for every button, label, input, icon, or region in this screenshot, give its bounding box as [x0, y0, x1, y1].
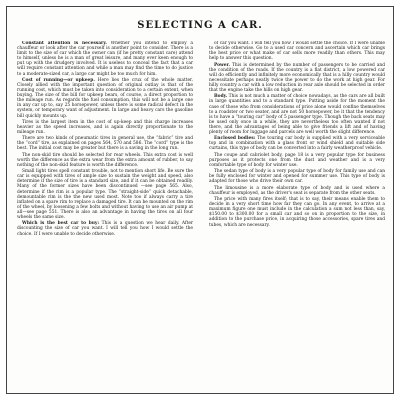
paragraph-heading: Cost of running—or upkeep.	[22, 77, 95, 83]
paragraph-text: Here lies the crux of the whole matter. Closely allied with the important question of original outlay is that of the running cost, which must be taken into consideration to a certain extent, when buying. The size of the bill for upkeep bears, of course, a direct proportion to the mileage run. As regards the fuel consumption, this will not be a large one in any car up to, say 25 horsepower, unless there is some radical defect in the system, or temporary want of adjustment. In large and heavy cars the gasoline bill quickly mounts up.	[17, 77, 193, 119]
paragraph	[209, 153, 385, 168]
paragraph	[209, 186, 385, 196]
paragraph-text: Small light tires spell constant trouble, not to mention short life. Be sure the car is equipped with tires of ample size to sustain the weight and speed, also determine if the size of tire is a standard size, and if it can be obtained readily. Many of the former sizes have been discontinued —see page 565. Also, determine if the rim is a popular type. The “straight-side” quick detachable, demountable rim is the the new used most. Note too if always carry a tire inflated on a spare rim to replace a damaged tire. It can be mounted on the rim of the wheel, by loosening a few bolts and without having to use an air pump at all—see page 551. There is also an advantage in having the tires on all four wheels the same size.	[17, 169, 193, 221]
paragraph	[209, 169, 385, 184]
paragraph	[17, 153, 193, 168]
paragraph	[17, 41, 193, 77]
paragraph-text: Whether you intend to employ a chauffeur or look after the car yourself is another point to consider. There is a limit to the size of car which the owner can (if he pretty constant care) attend to himself, unless he is a man of great leisure, and many ever keen enough to put up with the drudgery involved. It is useless to conceal the fact that a car will require constant attention and while a man may find the time to do justice to a moderate-sized car, a large car might be too much for him.	[17, 41, 193, 77]
paragraph-text: This is determined by the number of passengers to be carried and the condition of the roads. If the country is a flat district, a low powered car will do efficiently and infinitely more economically that is a hilly country would necessitate perhaps neatly twice the power to do the work at high gear. For hilly country a car with a low reduction in rear axle should be selected in order that the engine take the hills on high gear.	[209, 62, 385, 94]
paragraph-heading: Enclosed bodies:	[214, 136, 256, 142]
paragraph-heading: Constant attention is necessary.	[22, 41, 107, 46]
paragraph-heading: Which is the best car to buy:	[22, 221, 100, 227]
paragraph-text: The sedan type of body is a very popular type of body for family use and can be fully enclosed for winter and opened for summer use. This type of body is adapted for those who drive their own car.	[209, 169, 385, 185]
paragraph	[17, 120, 193, 135]
paragraph	[17, 169, 193, 220]
book-page	[6, 6, 394, 394]
paragraph	[17, 136, 193, 151]
paragraph	[209, 63, 385, 94]
paragraph-text: Tires is the largest item in the cost of up-keep and this charge increases heavier as the speed increases, and is again directly proportionate to the mileage run.	[17, 119, 193, 135]
paragraph-text: The non-skid tire should be selected for rear wheels. This extra cost is well worth the difference as the extra wear from the extra amount of rubber, to say nothing of the non-skid feature is worth the difference.	[17, 152, 193, 168]
paragraph-text: The touring car body is supplied with a very serviceable top and in combination with a glass front or wind shield and suitable side curtains, this type of body can be converted into a fairly weatherproof vehicle.	[209, 136, 385, 152]
paragraph-text: The limousine is a more elaborate type of body and is used where a chauffeur is employed, as the driver's seat is separate from the other seats.	[209, 185, 385, 196]
paragraph	[209, 94, 385, 135]
paragraph	[209, 136, 385, 151]
paragraph-heading: Power.	[214, 62, 230, 68]
text-column-right	[209, 41, 385, 381]
paragraph	[17, 221, 193, 236]
page-title: SELECTING A CAR.	[137, 20, 263, 31]
paragraph-heading: Body.	[214, 94, 228, 100]
paragraph	[209, 41, 385, 61]
paragraph	[17, 78, 193, 119]
paragraph	[209, 197, 385, 228]
paragraph-text: of car you want. I will tell you how I would settle the choice. If I were unable to decide otherwise. Go to a used car concern and ascertain which car brings the best price or what make of car sells more readily than others. This may help to answer this question.	[209, 41, 385, 62]
paragraph-text: The coupe and cabriolet body, page 18 is a very popular type for business purposes as it protects one from the dust and weather and is a very comfortable type of body for winter use.	[209, 152, 385, 168]
paragraph-text: There are two kinds of pneumatic tires in general use, the “fabric” tire and the “cord” tire, as explained on pages 564, 570 and 586. The “cord” type is the best. The initial cost may be greater but there is a saving in the long run.	[17, 136, 193, 152]
paragraph-text: This is not much a matter of choice nowadays, as the cars are all built in large quantities and to a standard type. Putting aside for the moment the case of those who from considerations of price alone would confine themselves to a roadster or two seater, and are not 50 horsepower, be it that the tendency is to have a “touring car” body of 5 passenger type. Though the back seats may be used only once in a while, they are nevertheless too often wanted if not there, and the advantages of being able to give friends a lift and of having plenty of room for luggage and parcels are well worth the slight difference.	[209, 94, 385, 135]
text-column-left	[17, 41, 193, 381]
paragraph-text: The price with many fires itself; that is to say, their means enable them to decide in a very short time how far they can go. In any event, to arrive at a maximum figure one must include in the calculation a sum not less than, say, $150.00 to $300.00 for a small car and so on in proportion to the size, in addition to the purchase price, in acquiring those accessories, spare tires and tubes, which are necessary.	[209, 197, 385, 228]
paragraph-text: This is a question we hear daily. After discounting the size of car you want. I will tell you how I would settle the choice. If I were unable to decide otherwise.	[17, 221, 193, 237]
